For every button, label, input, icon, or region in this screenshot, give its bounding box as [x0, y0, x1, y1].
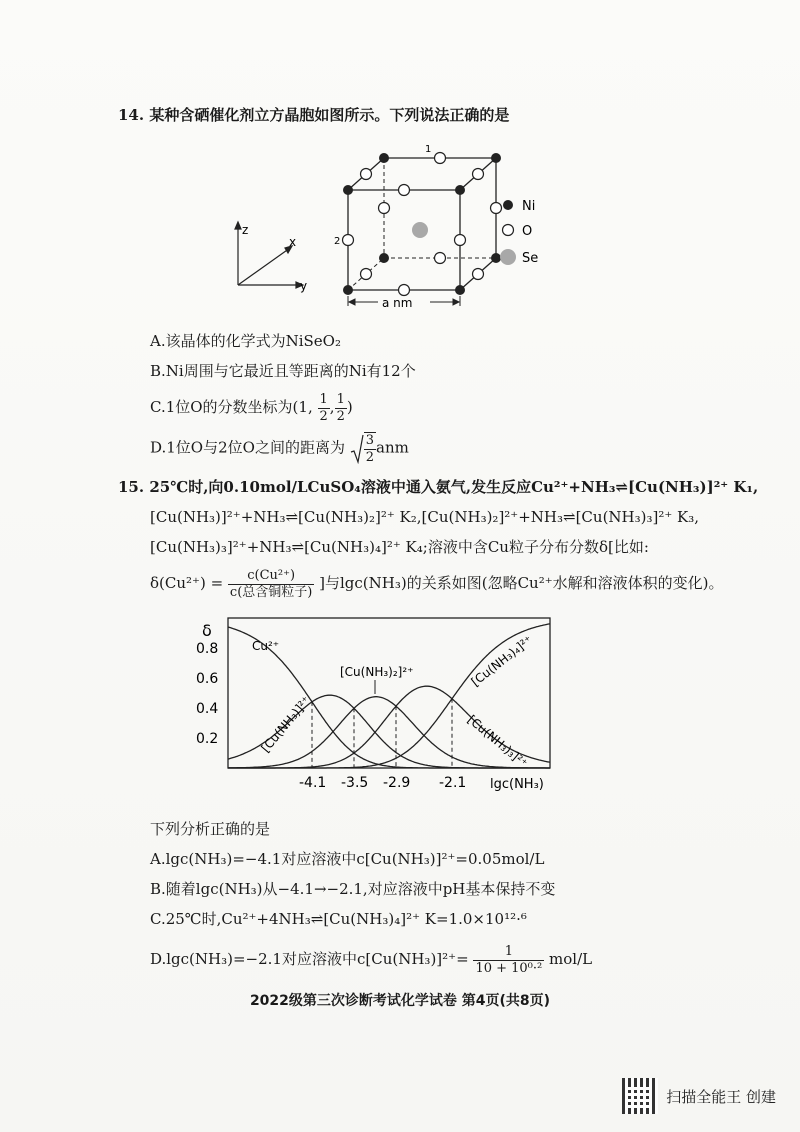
- edge-length-label: a nm: [382, 296, 413, 310]
- q15-option-d-suffix: mol/L: [549, 950, 593, 969]
- q15-option-a: A.lgc(NH₃)=−4.1对应溶液中c[Cu(NH₃)]²⁺=0.05mol/L: [150, 850, 545, 868]
- legend-ni: Ni: [522, 199, 536, 214]
- q15-line4-suffix: ]与lgc(NH₃)的关系如图(忽略Cu²⁺水解和溶液体积的变化)。: [319, 574, 724, 593]
- q14-option-d-prefix: D.1位O与2位O之间的距离为: [150, 438, 345, 457]
- qr-code-icon: [622, 1078, 658, 1114]
- x-tick-label: -3.5: [341, 775, 369, 791]
- scanner-stamp-text: 扫描全能王 创建: [666, 1087, 776, 1106]
- x-tick-labels: [299, 775, 466, 791]
- x-tick-label: -2.9: [383, 775, 411, 791]
- q15-line4: [150, 568, 724, 600]
- q14-option-c-prefix: C.1位O的分数坐标为(1,: [150, 398, 313, 417]
- q14-option-c-frac1: $\frac{1}{2}$: [319, 392, 328, 424]
- q15-delta-def: δ(Cu²⁺) =: [150, 574, 224, 593]
- q14-option-d: [150, 432, 409, 465]
- q15-line1-text: 25℃时,向0.10mol/LCuSO₄溶液中通入氨气,发生反应Cu²⁺+NH₃⇌[Cu(NH₃)]²⁺ K₁,: [149, 478, 759, 496]
- y-tick-label: 0.4: [196, 701, 219, 717]
- page-footer: 2022级第三次诊断考试化学试卷 第4页(共8页): [249, 993, 551, 1009]
- q14-option-a: A.该晶体的化学式为NiSeO₂: [150, 332, 341, 350]
- series-label-cunh3-2: [Cu(NH₃)₂]²⁺: [340, 665, 414, 679]
- q15-prompt: 下列分析正确的是: [150, 820, 271, 838]
- q14-stem: [118, 106, 509, 124]
- q15-number: 15.: [118, 478, 145, 496]
- x-tick-label: -2.1: [439, 775, 467, 791]
- series-label-cunh3-3: [Cu(NH₃)₃]²⁺: [464, 712, 531, 771]
- y-tick-label: 0.6: [196, 671, 219, 687]
- q15-line3: [Cu(NH₃)₃]²⁺+NH₃⇌[Cu(NH₃)₄]²⁺ K₄;溶液中含Cu粒子分布分数δ[比如:: [150, 538, 649, 556]
- q15-option-d-fraction: $\frac{1}{\text{10 + 10⁰·²}}$: [475, 944, 543, 976]
- q15-line1: [118, 478, 758, 496]
- position-2-label: 2: [334, 236, 341, 247]
- q15-delta-fraction: $\frac{\text{c(Cu²⁺)}}{\text{c(总含铜粒子)}}$: [229, 568, 313, 600]
- q15-option-d-prefix: D.lgc(NH₃)=−2.1对应溶液中c[Cu(NH₃)]²⁺=: [150, 950, 469, 969]
- x-axis-label: lgc(NH₃): [490, 777, 544, 792]
- q14-option-c-comma: ,: [329, 398, 335, 417]
- q15-option-d: [150, 944, 592, 976]
- position-1-label: 1: [425, 144, 432, 155]
- axis-y-label: y: [300, 279, 308, 293]
- q15-option-b: B.随着lgc(NH₃)从−4.1→−2.1,对应溶液中pH基本保持不变: [150, 880, 556, 898]
- q15-line2: [Cu(NH₃)]²⁺+NH₃⇌[Cu(NH₃)₂]²⁺ K₂,[Cu(NH₃)₂]²⁺+NH₃⇌[Cu(NH₃)₃]²⁺ K₃,: [150, 508, 700, 526]
- scanner-stamp: [622, 1078, 776, 1114]
- q14-option-d-sqrt: $\frac{3}{2}$: [350, 432, 376, 465]
- crystal-cell-figure: [0, 130, 800, 470]
- series-label-cu: Cu²⁺: [252, 639, 280, 653]
- y-tick-label: 0.8: [196, 641, 219, 657]
- legend-o: O: [522, 224, 533, 239]
- series-label-cunh3: [Cu(NH₃)]²⁺: [258, 693, 314, 756]
- q15-option-c: C.25℃时,Cu²⁺+4NH₃⇌[Cu(NH₃)₄]²⁺ K=1.0×10¹²·⁶: [150, 910, 527, 928]
- y-axis-label: δ: [202, 621, 212, 640]
- series-label-cunh3-4: [Cu(NH₃)₄]²⁺: [468, 632, 536, 690]
- x-tick-label: -4.1: [299, 775, 327, 791]
- legend-se: Se: [522, 251, 539, 266]
- q14-option-b: B.Ni周围与它最近且等距离的Ni有12个: [150, 362, 416, 380]
- q14-option-c-frac2: $\frac{1}{2}$: [336, 392, 345, 424]
- q14-option-c: [150, 392, 353, 424]
- q14-option-d-suffix: anm: [376, 438, 409, 457]
- se-atom: [412, 222, 428, 238]
- q14-number: 14.: [118, 106, 145, 124]
- axis-z-label: z: [242, 223, 249, 237]
- q14-stem-text: 某种含硒催化剂立方晶胞如图所示。下列说法正确的是: [149, 106, 510, 124]
- atom-legend: [500, 200, 516, 265]
- y-tick-labels: [196, 641, 218, 747]
- distribution-chart: [0, 612, 800, 812]
- q14-option-c-suffix: ): [346, 398, 353, 417]
- axis-x-label: x: [289, 235, 297, 249]
- y-tick-label: 0.2: [196, 731, 219, 747]
